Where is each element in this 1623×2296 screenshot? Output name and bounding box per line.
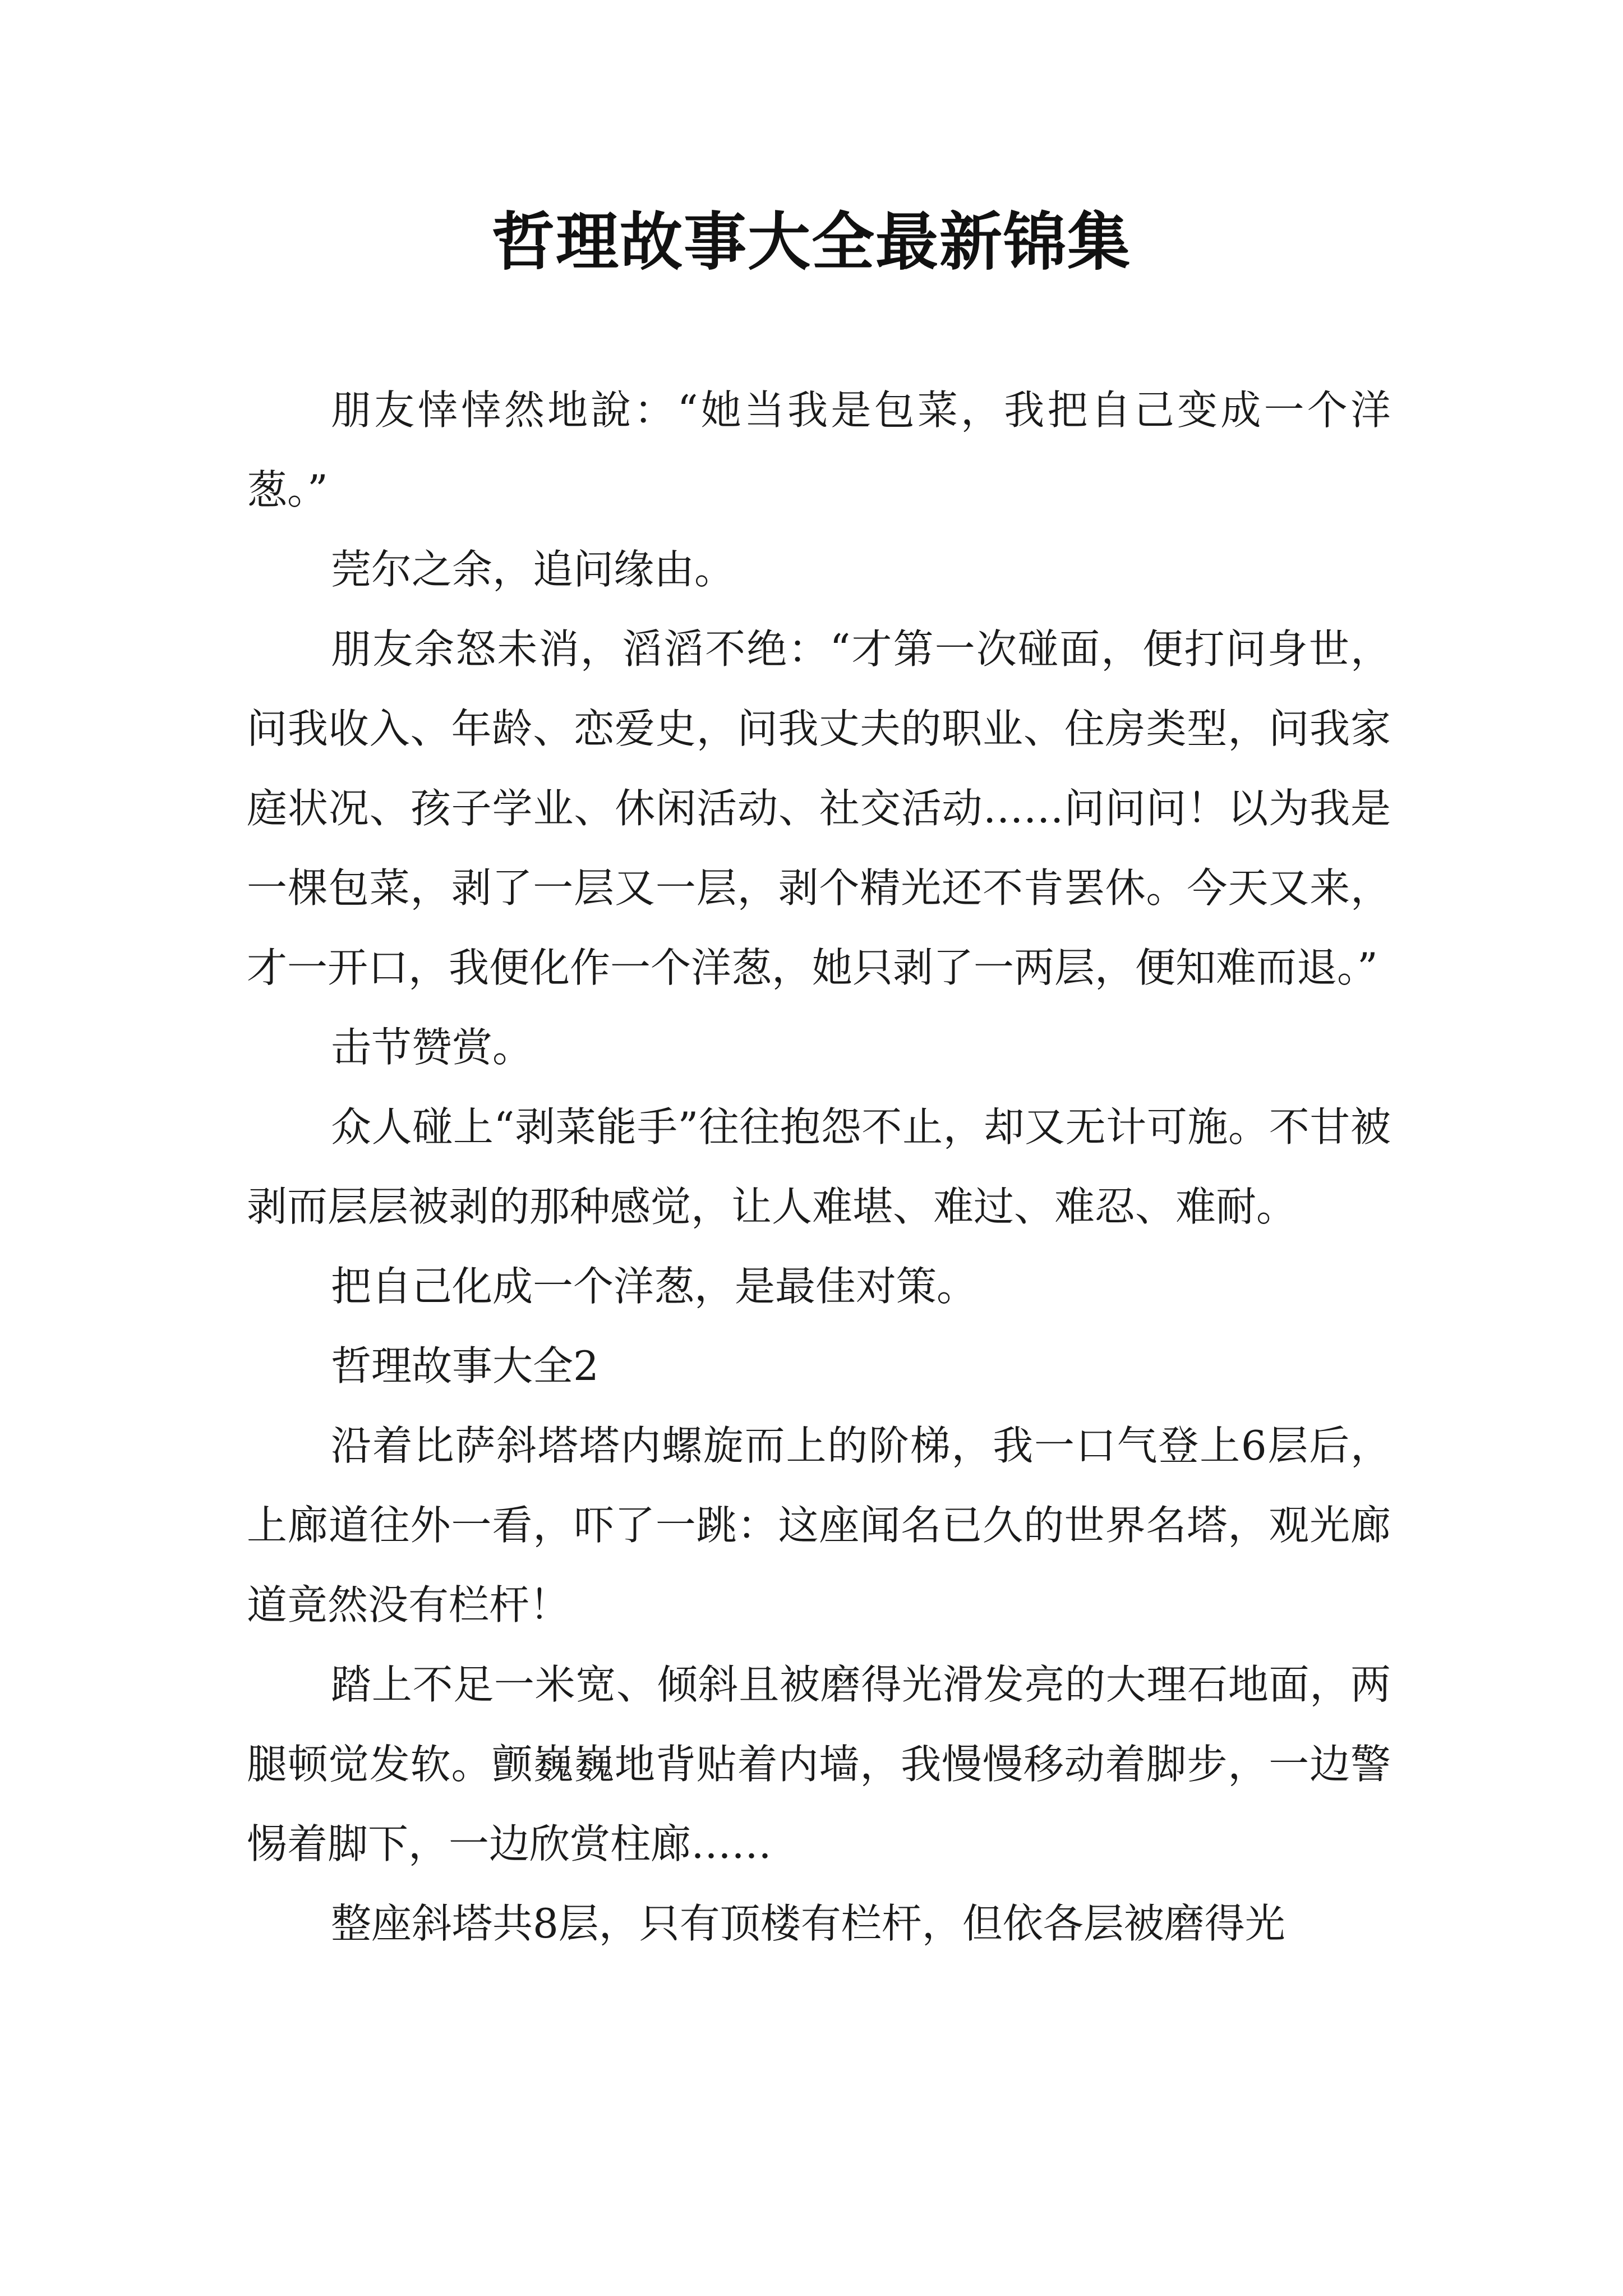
paragraph: 踏上不足一米宽、倾斜且被磨得光滑发亮的大理石地面，两腿顿觉发软。颤巍巍地背贴着内墙，我慢慢移动着脚步，一边警惕着脚下，一边欣赏柱廊…… — [247, 1661, 1391, 1867]
paragraph: 把自己化成一个洋葱，是最佳对策。 — [331, 1263, 978, 1310]
page-title: 哲理故事大全最新锦集 — [492, 205, 1131, 279]
paragraph: 朋友悻悻然地說：“她当我是包菜，我把自己变成一个洋葱。” — [247, 386, 1391, 513]
section-heading: 哲理故事大全2 — [331, 1342, 599, 1389]
paragraph: 击节赞赏。 — [331, 1024, 533, 1071]
paragraph: 沿着比萨斜塔塔内螺旋而上的阶梯，我一口气登上6层后，上廊道往外一看，吓了一跳：这座闻名已久的世界名塔，观光廊道竟然没有栏杆！ — [247, 1422, 1391, 1628]
document-body — [247, 370, 1391, 1963]
paragraph: 众人碰上“剥菜能手”往往抱怨不止，却又无计可施。不甘被剥而层层被剥的那种感觉，让人难堪、难过、难忍、难耐。 — [247, 1103, 1391, 1230]
paragraph: 整座斜塔共8层，只有顶楼有栏杆，但依各层被磨得光 — [331, 1900, 1285, 1947]
paragraph: 朋友余怒未消，滔滔不绝：“才第一次碰面，便打问身世，问我收入、年龄、恋爱史，问我丈夫的职业、住房类型，问我家庭状况、孩子学业、休闲活动、社交活动……问问问！以为我是一棵包菜，剥了一层又一层，剥个精光还不肯罢休。今天又来，才一开口，我便化作一个洋葱，她只剥了一两层，便知难而退。” — [247, 625, 1391, 991]
paragraph: 莞尔之余，追问缘由。 — [331, 546, 735, 593]
